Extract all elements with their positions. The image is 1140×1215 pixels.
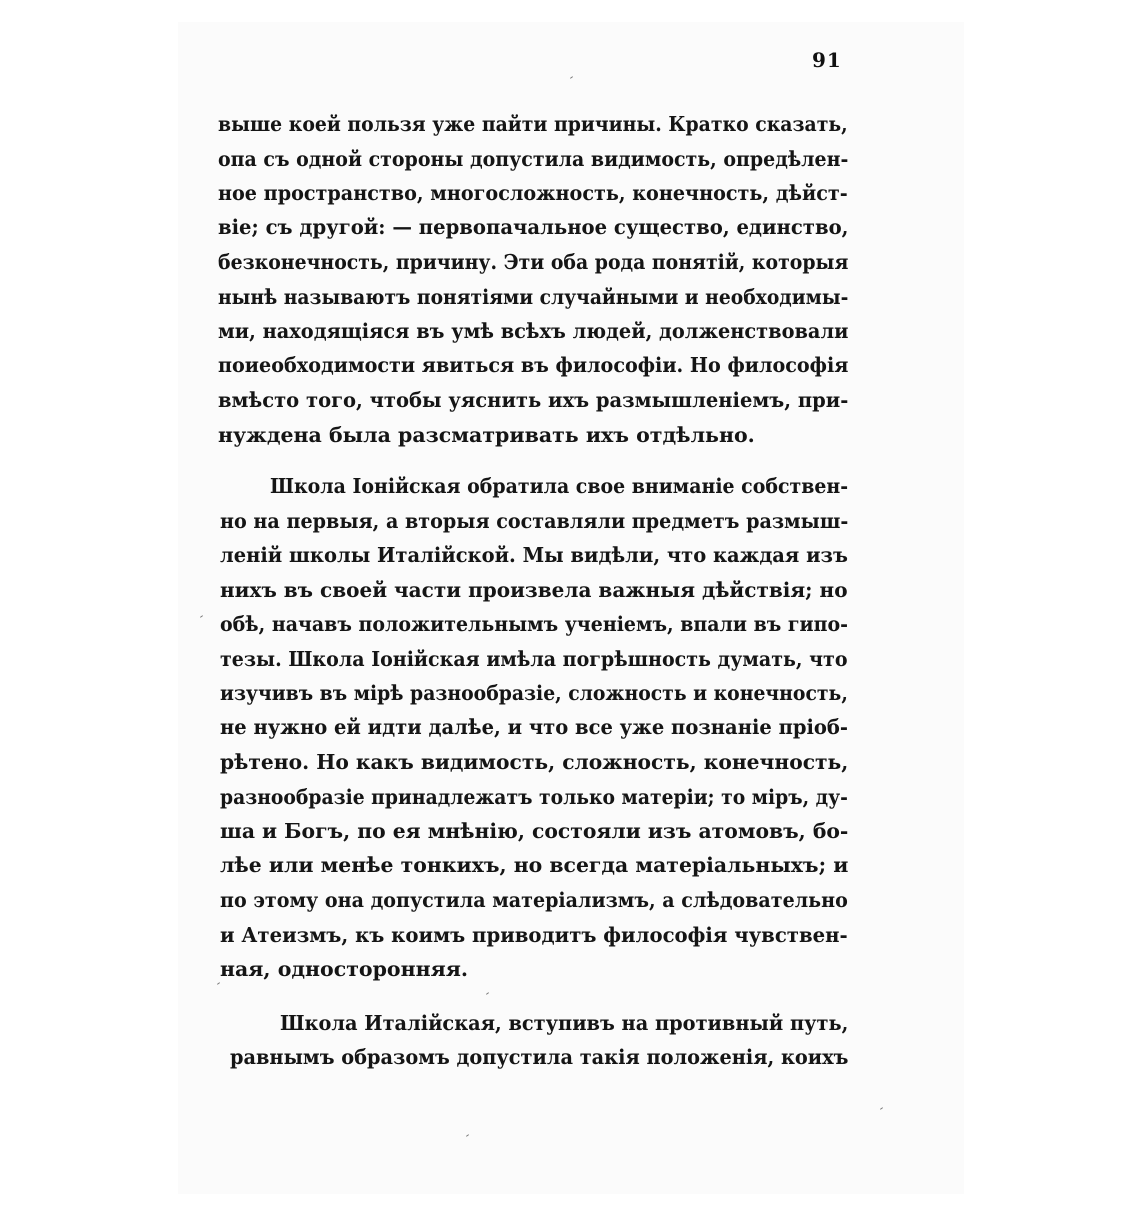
text-line: ми, находящіяся въ умѣ всѣхъ людей, долженствовали bbox=[218, 319, 849, 343]
page-number: 91 bbox=[812, 48, 842, 72]
text-line: поиеобходимости явиться въ философіи. Но философія bbox=[218, 353, 849, 377]
text-line: ная, односторонняя. bbox=[220, 957, 469, 981]
text-line: не нужно ей идти далѣе, и что все уже познаніе пріоб- bbox=[220, 715, 849, 739]
text-line: ша и Богъ, по ея мнѣнію, состояли изъ атомовъ, бо- bbox=[220, 819, 849, 843]
text-line: нуждена была разсматривать ихъ отдѣльно. bbox=[218, 423, 755, 447]
text-line: по этому она допустила матеріализмъ, а слѣдовательно bbox=[220, 888, 848, 912]
text-line: и Атеизмъ, къ коимъ приводитъ философія чувствен- bbox=[220, 923, 848, 947]
text-line: опа съ одной стороны допустила видимость, опредѣлен- bbox=[218, 147, 849, 171]
text-line: разнообразіе принадлежатъ только матеріи; то міръ, ду- bbox=[220, 785, 848, 809]
text-line: но на первыя, а вторыя составляли предметъ размыш- bbox=[220, 509, 849, 533]
text-line: тезы. Школа Іонійская имѣла погрѣшность думать, что bbox=[220, 647, 848, 671]
text-line: рѣтено. Но какъ видимость, сложность, конечность, bbox=[220, 750, 849, 774]
text-line: Школа Италійская, вступивъ на противный путь, bbox=[280, 1011, 849, 1035]
text-line: безконечность, причину. Эти оба рода понятій, которыя bbox=[218, 250, 849, 274]
text-line: изучивъ въ мірѣ разнообразіе, сложность и конечность, bbox=[220, 681, 848, 705]
text-line: нихъ въ своей части произвела важныя дѣйствія; но bbox=[220, 578, 848, 602]
text-line: леній школы Италійской. Мы видѣли, что каждая изъ bbox=[220, 543, 848, 567]
text-line: Школа Іонійская обратила свое вниманіе собствен- bbox=[270, 474, 849, 498]
text-line: лѣе или менѣе тонкихъ, но всегда матеріальныхъ; и bbox=[220, 853, 849, 877]
text-line: равнымъ образомъ допустила такія положенія, коихъ bbox=[230, 1045, 849, 1069]
text-line: віе; съ другой: — первопачальное существо, единство, bbox=[218, 215, 849, 239]
text-line: нынѣ называютъ понятіями случайными и необходимы- bbox=[218, 285, 849, 309]
text-line: вмѣсто того, чтобы уяснить ихъ размышленіемъ, при- bbox=[218, 388, 849, 412]
text-line: ное пространство, многосложность, конечность, дѣйст- bbox=[218, 181, 848, 205]
text-line: обѣ, начавъ положительнымъ ученіемъ, впали въ гипо- bbox=[220, 612, 848, 636]
text-line: выше коей пользя уже пайти причины. Кратко сказать, bbox=[218, 112, 848, 136]
